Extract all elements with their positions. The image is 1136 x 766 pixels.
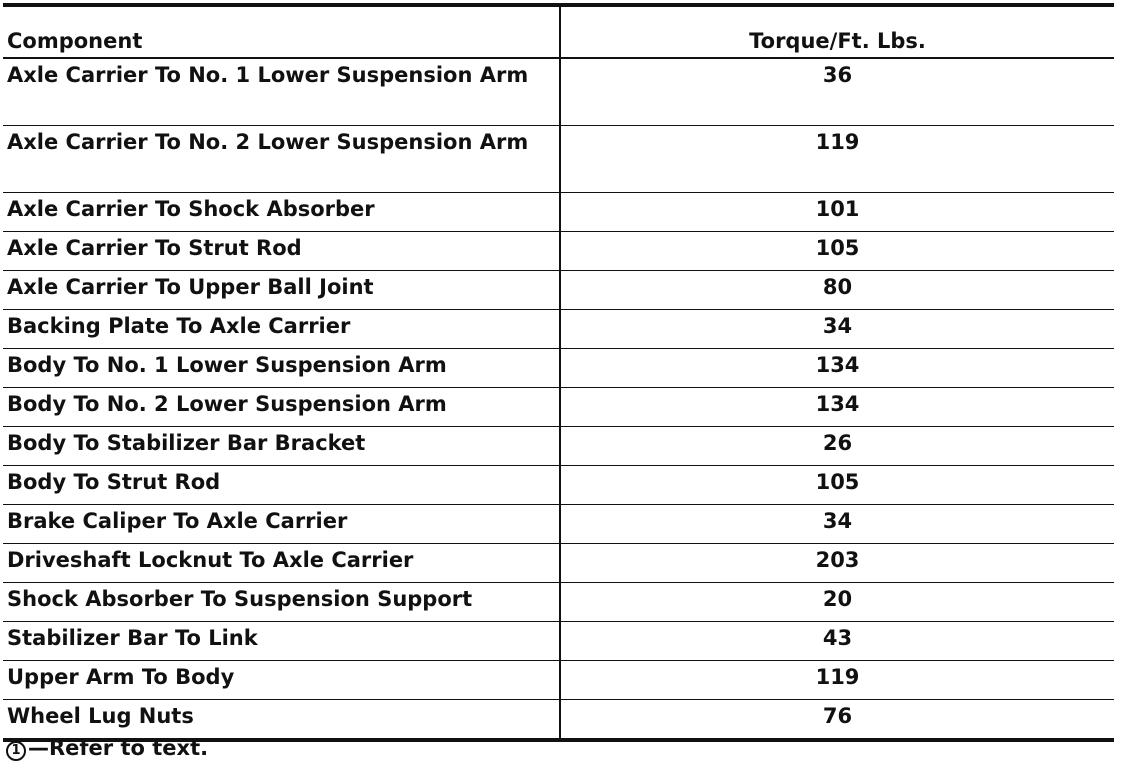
component-cell: Body To No. 2 Lower Suspension Arm (3, 388, 560, 427)
torque-cell: 134 (560, 349, 1114, 388)
component-cell: Stabilizer Bar To Link (3, 622, 560, 661)
torque-cell: 36 (560, 58, 1114, 126)
column-header-torque: Torque/Ft. Lbs. (560, 5, 1114, 58)
table-row (3, 622, 1114, 661)
component-cell: Backing Plate To Axle Carrier (3, 310, 560, 349)
footnote (6, 734, 208, 762)
torque-cell: 134 (560, 388, 1114, 427)
table-row (3, 466, 1114, 505)
component-cell: Axle Carrier To Shock Absorber (3, 193, 560, 232)
torque-cell: 105 (560, 466, 1114, 505)
component-cell: Axle Carrier To No. 2 Lower Suspension Arm (3, 126, 560, 193)
torque-cell: 34 (560, 310, 1114, 349)
torque-cell: 119 (560, 661, 1114, 700)
footnote-text: —Refer to text. (28, 736, 209, 760)
circled-number-marker: 1 (6, 741, 26, 761)
table-row (3, 388, 1114, 427)
table-row (3, 271, 1114, 310)
torque-cell: 80 (560, 271, 1114, 310)
table-row (3, 310, 1114, 349)
table-row (3, 232, 1114, 271)
table-row (3, 126, 1114, 193)
table-row (3, 583, 1114, 622)
table-row (3, 58, 1114, 126)
table-row (3, 193, 1114, 232)
component-cell: Axle Carrier To No. 1 Lower Suspension Arm (3, 58, 560, 126)
torque-cell: 43 (560, 622, 1114, 661)
torque-spec-table (3, 3, 1114, 742)
torque-cell: 105 (560, 232, 1114, 271)
component-cell: Upper Arm To Body (3, 661, 560, 700)
torque-cell: 119 (560, 126, 1114, 193)
component-cell: Brake Caliper To Axle Carrier (3, 505, 560, 544)
table-row (3, 544, 1114, 583)
torque-cell: 76 (822, 704, 853, 728)
column-header-component: Component (3, 5, 560, 58)
component-cell: Wheel Lug Nuts (3, 700, 560, 741)
component-cell: Driveshaft Locknut To Axle Carrier (3, 544, 560, 583)
torque-cell: 203 (560, 544, 1114, 583)
torque-cell: 20 (560, 583, 1114, 622)
component-cell: Body To Stabilizer Bar Bracket (3, 427, 560, 466)
torque-cell: 34 (560, 505, 1114, 544)
table-row (3, 427, 1114, 466)
table-header-row (3, 5, 1114, 58)
table-row (3, 505, 1114, 544)
component-cell: Shock Absorber To Suspension Support (3, 583, 560, 622)
component-cell: Body To No. 1 Lower Suspension Arm (3, 349, 560, 388)
component-cell: Body To Strut Rod (3, 466, 560, 505)
table-row (3, 349, 1114, 388)
component-cell: Axle Carrier To Upper Ball Joint (3, 271, 560, 310)
component-cell: Axle Carrier To Strut Rod (3, 232, 560, 271)
torque-cell: 26 (560, 427, 1114, 466)
torque-cell: 101 (560, 193, 1114, 232)
table-row (3, 661, 1114, 700)
